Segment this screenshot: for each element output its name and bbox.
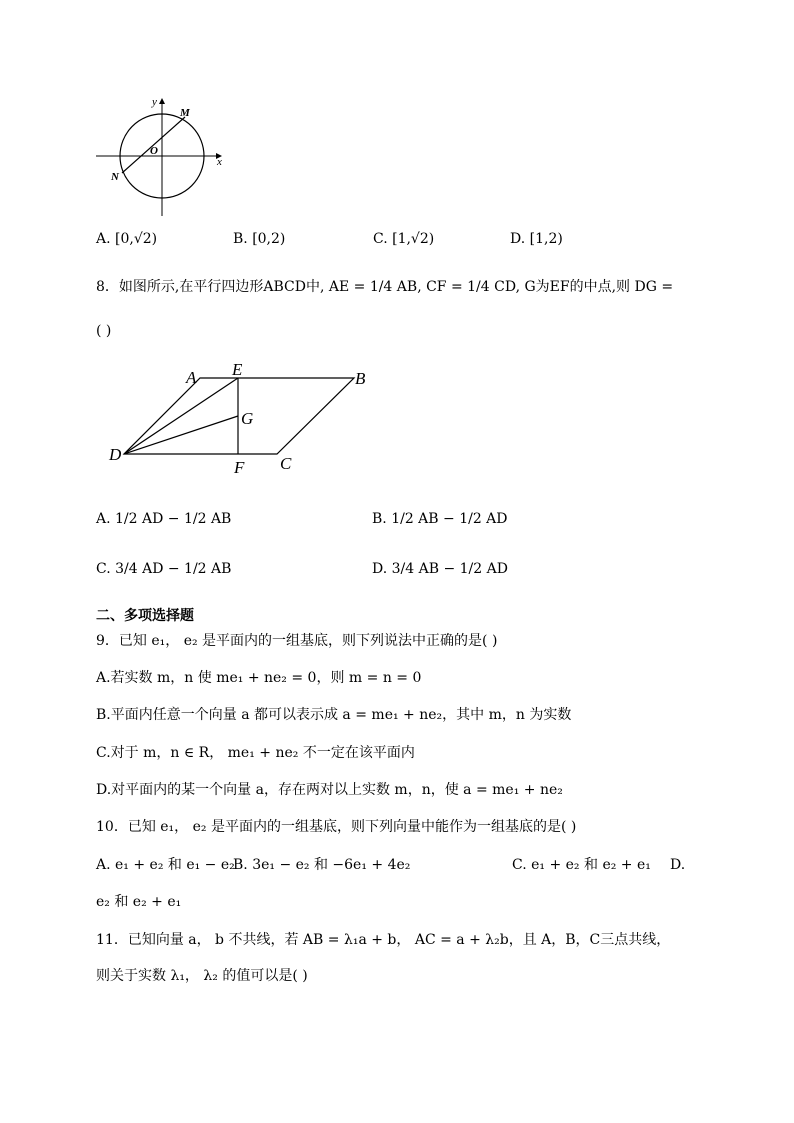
vertex-c: C bbox=[280, 454, 292, 473]
q9-option-b: B.平面内任意一个向量 a 都可以表示成 a = me₁ + ne₂，其中 m，n 为实数 bbox=[96, 707, 572, 723]
vertex-a: A bbox=[186, 368, 197, 387]
q10-option-b: B. 3e₁ − e₂ 和 −6e₁ + 4e₂ bbox=[233, 857, 411, 873]
label-y: y bbox=[152, 96, 157, 108]
q11-stem-line2: 则关于实数 λ₁， λ₂ 的值可以是( ) bbox=[96, 968, 308, 984]
q9-option-a: A.若实数 m，n 使 me₁ + ne₂ = 0，则 m = n = 0 bbox=[96, 670, 422, 686]
q9-stem: 9．已知 e₁， e₂ 是平面内的一组基底，则下列说法中正确的是( ) bbox=[96, 633, 498, 649]
q9-option-c: C.对于 m，n ∈ R， me₁ + ne₂ 不一定在该平面内 bbox=[96, 745, 415, 761]
circle-figure bbox=[92, 94, 232, 218]
q7-option-d: D. [1,2) bbox=[510, 231, 563, 247]
segment-de bbox=[124, 378, 238, 454]
label-o: O bbox=[150, 145, 158, 157]
q10-option-d-label: D. bbox=[670, 857, 686, 873]
segment-dg bbox=[124, 416, 238, 454]
q10-option-a: A. e₁ + e₂ 和 e₁ − e₂ bbox=[96, 857, 235, 873]
vertex-e: E bbox=[232, 360, 243, 379]
q7-option-a: A. [0,√2) bbox=[96, 231, 158, 247]
q8-paren: ( ) bbox=[96, 323, 112, 339]
label-x: x bbox=[217, 156, 222, 168]
vertex-d: D bbox=[109, 445, 122, 464]
q10-stem: 10．已知 e₁， e₂ 是平面内的一组基底，则下列向量中能作为一组基底的是( ) bbox=[96, 819, 577, 835]
q10-option-d: e₂ 和 e₂ + e₁ bbox=[96, 894, 182, 910]
vertex-b: B bbox=[355, 369, 366, 388]
q8-option-a: A. 1/2 AD − 1/2 AB bbox=[96, 511, 232, 527]
q9-option-d: D.对平面内的某一个向量 a，存在两对以上实数 m，n，使 a = me₁ + ne₂ bbox=[96, 782, 563, 798]
vertex-f: F bbox=[234, 458, 245, 477]
y-axis-arrow bbox=[159, 98, 165, 104]
q7-option-b: B. [0,2) bbox=[233, 231, 286, 247]
q11-stem-line1: 11．已知向量 a， b 不共线，若 AB = λ₁a + b， AC = a + λ₂b，且 A，B，C三点共线， bbox=[96, 932, 671, 948]
label-m: M bbox=[180, 107, 190, 119]
label-n: N bbox=[111, 171, 119, 183]
q8-option-d: D. 3/4 AB − 1/2 AD bbox=[372, 561, 508, 577]
parallelogram-figure bbox=[104, 358, 384, 480]
q8-stem: 8．如图所示,在平行四边形ABCD中, AE = 1/4 AB, CF = 1/4 CD, G为EF的中点,则 DG = bbox=[96, 279, 674, 295]
q8-option-c: C. 3/4 AD − 1/2 AB bbox=[96, 561, 232, 577]
q7-option-c: C. [1,√2) bbox=[373, 231, 435, 247]
section-title: 二、多项选择题 bbox=[96, 608, 194, 624]
q10-option-c: C. e₁ + e₂ 和 e₂ + e₁ bbox=[512, 857, 651, 873]
q8-option-b: B. 1/2 AB − 1/2 AD bbox=[372, 511, 508, 527]
vertex-g: G bbox=[241, 409, 254, 428]
